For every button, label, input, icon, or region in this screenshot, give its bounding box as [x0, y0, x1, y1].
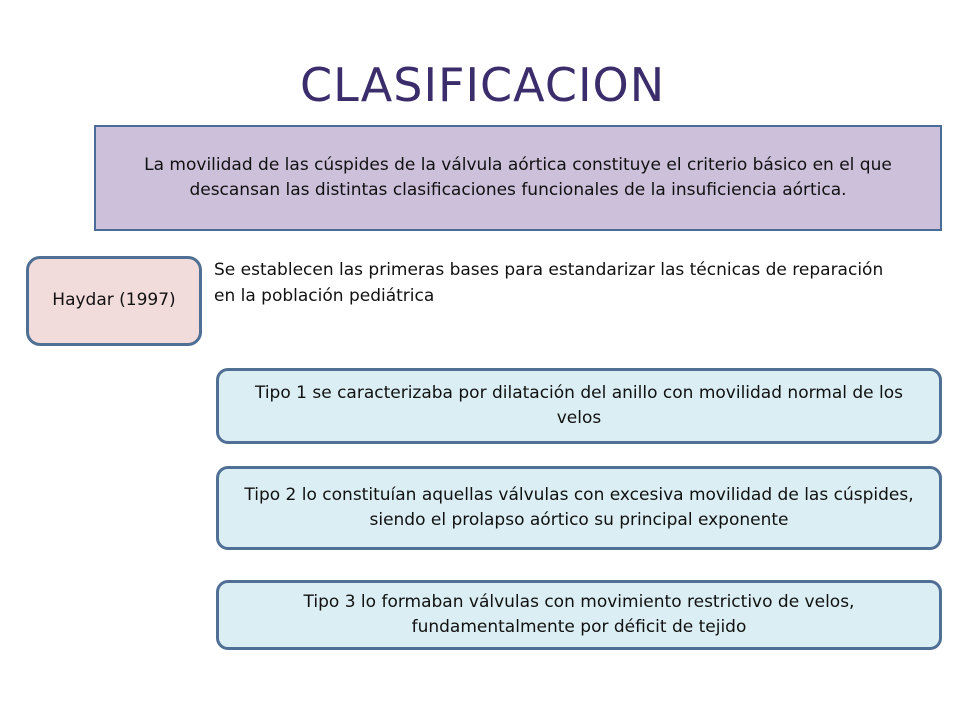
haydar-description-line-1: Se establecen las primeras bases para estandarizar las técnicas de reparación — [214, 260, 884, 280]
intro-box — [94, 125, 942, 231]
haydar-label-box — [26, 256, 202, 346]
type-3-box — [216, 580, 942, 650]
type-1-box — [216, 368, 942, 444]
type-1-text: Tipo 1 se caracterizaba por dilatación del anillo con movilidad normal de los velos — [254, 382, 904, 428]
intro-text: La movilidad de las cúspides de la válvula aórtica constituye el criterio básico en el que descansan las distintas clasificaciones funcionales de la insuficiencia aórtica. — [144, 154, 892, 200]
type-2-box — [216, 466, 942, 550]
type-3-text: Tipo 3 lo formaban válvulas con movimiento restrictivo de velos, fundamentalmente por déficit de tejido — [303, 591, 855, 637]
haydar-description — [214, 258, 960, 309]
haydar-description-line-2: en la población pediátrica — [214, 285, 435, 306]
slide-title: CLASIFICACION — [300, 58, 666, 112]
type-2-text: Tipo 2 lo constituían aquellas válvulas con excesiva movilidad de las cúspides, siendo el prolapso aórtico su principal exponente — [244, 484, 914, 530]
haydar-label: Haydar (1997) — [52, 290, 176, 311]
